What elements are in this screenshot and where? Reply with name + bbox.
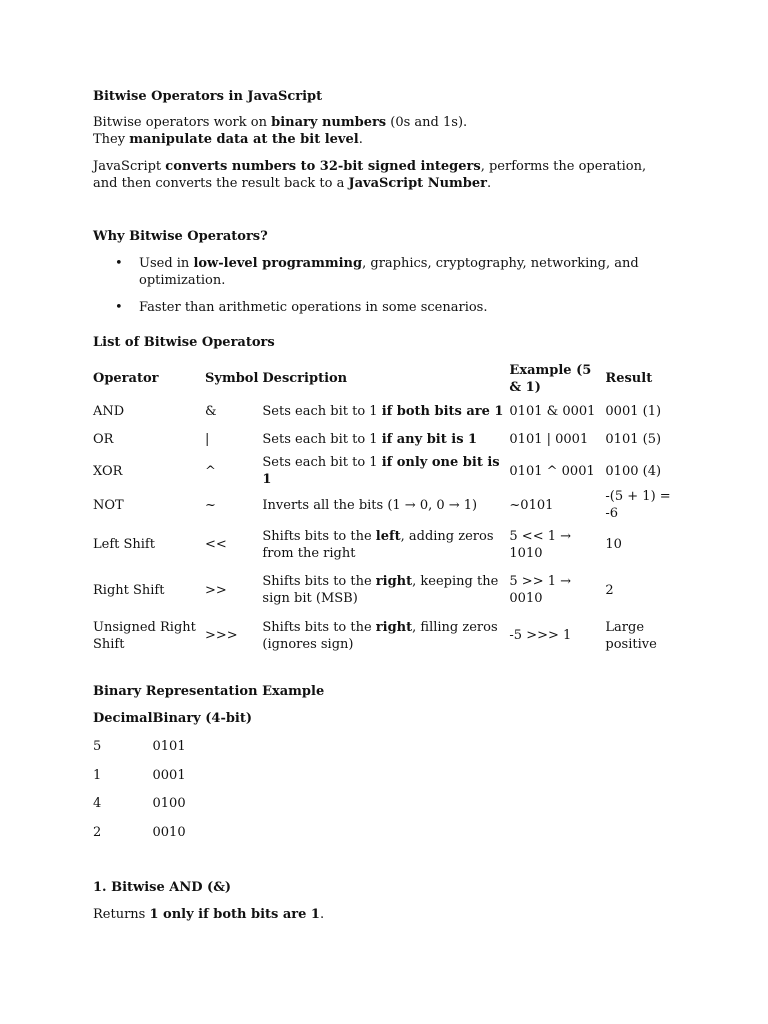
text: Inverts all the bits (1 → 0, 0 → 1) bbox=[262, 497, 478, 513]
symbol-cell: & bbox=[205, 403, 217, 419]
table-row bbox=[93, 733, 273, 762]
example-cell: 0101 & 0001 bbox=[509, 403, 596, 419]
bold-text: if both bits are 1 bbox=[381, 403, 504, 419]
intro-paragraph-2 bbox=[93, 158, 653, 192]
symbol-cell: << bbox=[205, 537, 227, 552]
intro-line-1 bbox=[93, 114, 467, 131]
description-cell bbox=[262, 454, 509, 488]
text: Used in bbox=[139, 256, 194, 271]
example-cell: 5 >> 1 → 0010 bbox=[509, 574, 572, 606]
result-cell: 10 bbox=[605, 537, 622, 552]
text: , adding zeros from the right bbox=[262, 528, 494, 561]
decimal-cell: 1 bbox=[93, 767, 102, 783]
symbol-cell: ^ bbox=[205, 463, 216, 479]
text: , filling zeros (ignores sign) bbox=[262, 619, 498, 652]
example-cell: -5 >>> 1 bbox=[509, 628, 572, 643]
bold-text: if any bit is 1 bbox=[381, 432, 478, 447]
binary-cell: 0010 bbox=[152, 824, 186, 840]
bold-text: binary numbers bbox=[271, 115, 387, 130]
and-heading: 1. Bitwise AND (&) bbox=[93, 880, 232, 895]
column-header: Decimal bbox=[93, 710, 153, 726]
column-header: Operator bbox=[93, 371, 159, 386]
table-row bbox=[93, 790, 273, 819]
symbol-cell: >>> bbox=[205, 628, 238, 643]
page-title: Bitwise Operators in JavaScript bbox=[93, 89, 323, 104]
why-list bbox=[93, 255, 713, 316]
text: . bbox=[487, 176, 492, 191]
operators-table bbox=[93, 360, 685, 658]
table-row bbox=[93, 818, 273, 847]
table-row bbox=[93, 425, 685, 454]
example-cell: 0101 ^ 0001 bbox=[509, 463, 595, 479]
decimal-cell: 2 bbox=[93, 824, 102, 840]
text: , keeping the sign bit (MSB) bbox=[262, 574, 499, 606]
column-header: Binary (4-bit) bbox=[152, 710, 253, 726]
bold-text: left bbox=[375, 528, 401, 544]
text: . bbox=[319, 907, 325, 922]
result-cell: Large positive bbox=[605, 619, 657, 652]
why-heading: Why Bitwise Operators? bbox=[93, 229, 268, 244]
table-header-row bbox=[93, 360, 685, 397]
ops-heading: List of Bitwise Operators bbox=[93, 335, 275, 350]
text: , performs the operation, and then converts the result back to a bbox=[93, 159, 647, 191]
binary-heading: Binary Representation Example bbox=[93, 684, 325, 699]
text: Sets each bit to 1 bbox=[262, 403, 382, 419]
intro-line-2 bbox=[93, 131, 363, 148]
result-cell: 2 bbox=[605, 582, 614, 598]
operator-cell: XOR bbox=[93, 463, 123, 479]
text: Shifts bits to the bbox=[262, 528, 376, 544]
example-cell: 5 << 1 → 1010 bbox=[509, 528, 572, 561]
result-cell: 0001 (1) bbox=[605, 403, 662, 419]
table-row bbox=[93, 761, 273, 790]
operator-cell: NOT bbox=[93, 497, 124, 513]
operator-cell: Right Shift bbox=[93, 582, 165, 598]
text: Returns bbox=[93, 907, 150, 922]
bold-text: 1 only if both bits are 1 bbox=[149, 907, 320, 922]
table-row bbox=[93, 567, 685, 613]
bold-text: right bbox=[375, 619, 413, 635]
description-cell bbox=[262, 567, 509, 613]
and-paragraph bbox=[93, 906, 324, 923]
table-header-row bbox=[93, 704, 273, 733]
description-cell bbox=[262, 522, 509, 567]
column-header: Result bbox=[605, 371, 653, 386]
text: Shifts bits to the bbox=[262, 574, 376, 589]
column-header: Description bbox=[262, 371, 348, 386]
operator-cell: Unsigned Right Shift bbox=[93, 619, 196, 652]
text: JavaScript bbox=[93, 159, 166, 174]
operator-cell: AND bbox=[93, 403, 125, 419]
description-cell bbox=[262, 425, 509, 454]
text: Sets each bit to 1 bbox=[262, 432, 382, 447]
list-item: • Faster than arithmetic operations in some scenarios. bbox=[93, 299, 713, 316]
text: They bbox=[93, 132, 130, 147]
column-header: Symbol bbox=[205, 371, 259, 386]
table-row bbox=[93, 454, 685, 488]
list-item bbox=[93, 255, 713, 289]
text: (0s and 1s). bbox=[386, 115, 468, 130]
bold-text: manipulate data at the bit level bbox=[129, 132, 359, 147]
decimal-cell: 4 bbox=[93, 796, 102, 812]
description-cell bbox=[262, 613, 509, 658]
symbol-cell: | bbox=[205, 432, 210, 447]
text: , graphics, cryptography, networking, and optimization. bbox=[139, 256, 639, 288]
result-cell: -(5 + 1) = -6 bbox=[605, 489, 671, 521]
binary-cell: 0101 bbox=[152, 739, 186, 755]
text: Shifts bits to the bbox=[262, 619, 376, 635]
bold-text: JavaScript Number bbox=[348, 176, 488, 191]
result-cell: 0101 (5) bbox=[605, 432, 662, 447]
column-header: Example (5 & 1) bbox=[509, 362, 592, 395]
bold-text: right bbox=[375, 574, 413, 589]
bold-text: if only one bit is 1 bbox=[262, 455, 500, 487]
decimal-cell: 5 bbox=[93, 739, 102, 755]
description-cell bbox=[262, 397, 509, 425]
text: . bbox=[358, 132, 363, 147]
bold-text: low-level programming bbox=[193, 256, 363, 271]
table-row bbox=[93, 397, 685, 425]
example-cell: ~0101 bbox=[509, 497, 554, 513]
text: Bitwise operators work on bbox=[93, 115, 272, 130]
example-cell: 0101 | 0001 bbox=[509, 432, 589, 447]
binary-cell: 0001 bbox=[152, 767, 186, 783]
description-cell bbox=[262, 488, 509, 522]
binary-table bbox=[93, 704, 273, 847]
table-row bbox=[93, 488, 685, 522]
operator-cell: Left Shift bbox=[93, 537, 155, 552]
result-cell: 0100 (4) bbox=[605, 463, 662, 479]
bold-text: converts numbers to 32-bit signed integers bbox=[165, 159, 481, 174]
symbol-cell: >> bbox=[205, 582, 227, 598]
operator-cell: OR bbox=[93, 432, 114, 447]
text: Sets each bit to 1 bbox=[262, 455, 382, 470]
table-row bbox=[93, 522, 685, 567]
table-row bbox=[93, 613, 685, 658]
symbol-cell: ~ bbox=[205, 497, 216, 513]
binary-cell: 0100 bbox=[152, 796, 186, 812]
